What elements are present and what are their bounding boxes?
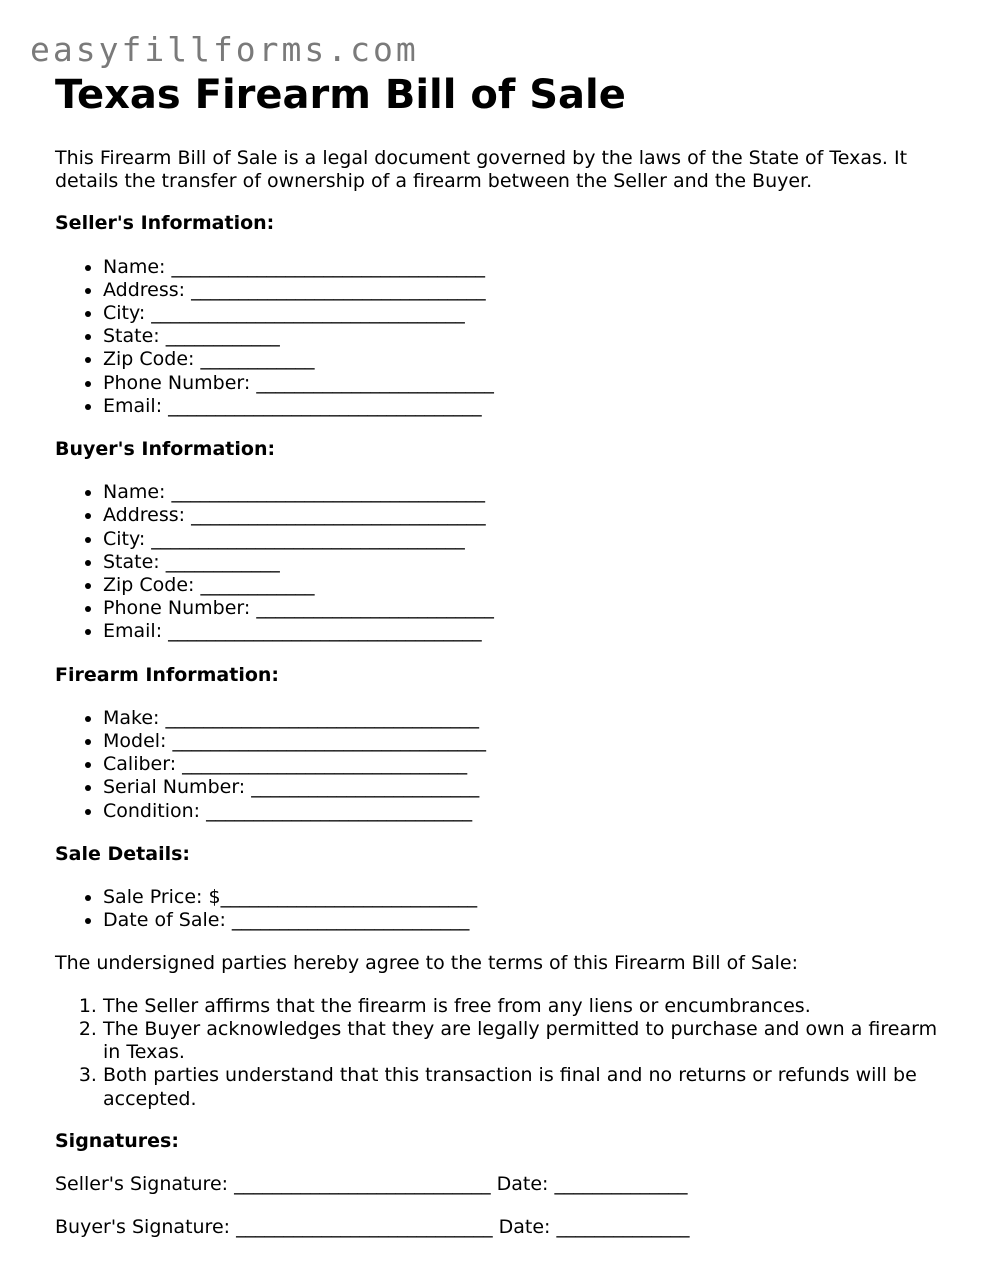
buyer-zip-field: • Zip Code: ____________ — [103, 574, 945, 597]
buyer-field-list — [55, 481, 945, 643]
buyer-email-field: • Email: _________________________________ — [103, 620, 945, 643]
sale-section-heading: Sale Details: — [55, 842, 191, 865]
seller-section-heading: Seller's Information: — [55, 212, 275, 235]
signatures-section-heading: Signatures: — [55, 1129, 179, 1152]
buyer-phone-field: • Phone Number: _________________________ — [103, 597, 945, 620]
firearm-caliber-field: • Caliber: ______________________________ — [103, 753, 945, 776]
seller-address-field: • Address: _______________________________ — [103, 279, 945, 302]
seller-name-field: • Name: _________________________________ — [103, 256, 945, 279]
document-title: Texas Firearm Bill of Sale — [55, 72, 626, 118]
seller-field-list — [55, 256, 945, 418]
firearm-field-list — [55, 707, 945, 823]
seller-email-field: • Email: _________________________________ — [103, 395, 945, 418]
buyer-name-field: • Name: _________________________________ — [103, 481, 945, 504]
buyer-signature-line: Buyer's Signature: ___________________________ Date: ______________ — [55, 1216, 690, 1239]
firearm-section-heading: Firearm Information: — [55, 663, 280, 686]
sale-field-list — [55, 886, 945, 932]
firearm-make-field: • Make: _________________________________ — [103, 707, 945, 730]
buyer-city-field: • City: _________________________________ — [103, 528, 945, 551]
term-item: 2. The Buyer acknowledges that they are legally permitted to purchase and own a firearm in Texas. — [103, 1018, 945, 1064]
firearm-condition-field: • Condition: ____________________________ — [103, 800, 945, 823]
seller-phone-field: • Phone Number: _________________________ — [103, 372, 945, 395]
terms-list — [55, 995, 945, 1111]
term-item: 3. Both parties understand that this transaction is final and no returns or refunds will be accepted. — [103, 1064, 945, 1110]
term-item: 1. The Seller affirms that the firearm is free from any liens or encumbrances. — [103, 995, 945, 1018]
seller-city-field: • City: _________________________________ — [103, 302, 945, 325]
seller-state-field: • State: ____________ — [103, 325, 945, 348]
buyer-address-field: • Address: _______________________________ — [103, 504, 945, 527]
buyer-state-field: • State: ____________ — [103, 551, 945, 574]
intro-paragraph: This Firearm Bill of Sale is a legal document governed by the laws of the State of Texas. It details the transfer of ownership of a firearm between the Seller and the Buyer. — [55, 147, 908, 193]
seller-zip-field: • Zip Code: ____________ — [103, 348, 945, 371]
sale-price-field: • Sale Price: $___________________________ — [103, 886, 945, 909]
agreement-paragraph: The undersigned parties hereby agree to the terms of this Firearm Bill of Sale: — [55, 952, 799, 975]
buyer-section-heading: Buyer's Information: — [55, 438, 276, 461]
seller-signature-line: Seller's Signature: ___________________________ Date: ______________ — [55, 1172, 688, 1195]
site-watermark: easyfillforms.com — [30, 30, 419, 69]
document-page — [55, 70, 945, 1259]
firearm-model-field: • Model: _________________________________ — [103, 730, 945, 753]
sale-date-field: • Date of Sale: _________________________ — [103, 909, 945, 932]
firearm-serial-field: • Serial Number: ________________________ — [103, 776, 945, 799]
